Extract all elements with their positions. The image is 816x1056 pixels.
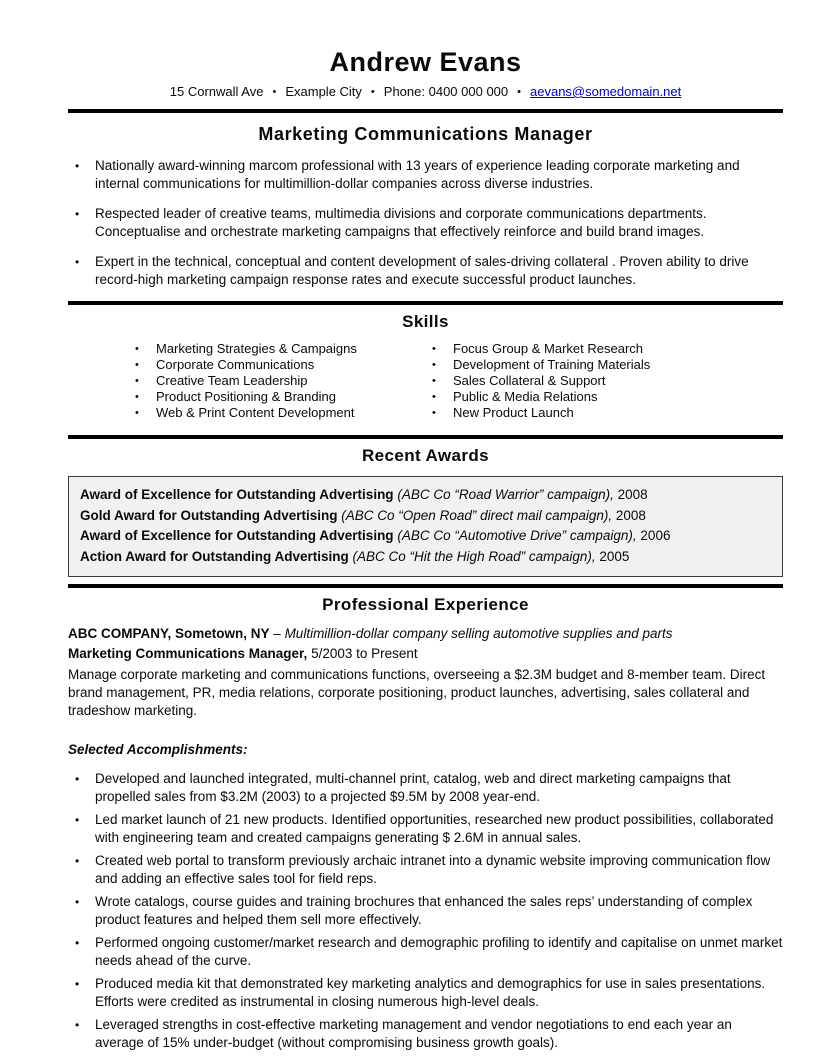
bullet-separator-icon: •: [272, 86, 277, 98]
company-line: [68, 624, 783, 643]
accomplishment-text: Performed ongoing customer/market research and demographic profiling to identify and capitalise on unmet market needs ahead of the curve.: [95, 935, 783, 968]
bullet-icon: •: [75, 813, 80, 827]
summary-item: [68, 205, 783, 241]
skill-item: [432, 405, 650, 421]
summary-list: [68, 157, 783, 289]
award-year: 2008: [615, 507, 646, 523]
company-name: ABC COMPANY, Sometown, NY: [68, 626, 270, 641]
skill-item: [432, 373, 650, 389]
experience-heading: Professional Experience: [322, 595, 529, 614]
award-row: [80, 547, 771, 568]
skill-item: [135, 389, 432, 405]
accomplishment-text: Developed and launched integrated, multi-channel print, catalog, web and direct marketing campaigns that propelled sales from $3.2M (2003) to a projected $9.5M by 2008 year-end.: [95, 771, 731, 804]
accomplishment-text: Led market launch of 21 new products. Identified opportunities, researched new product possibilities, collaborated with engineering team and created campaigns generating $ 2.6M in annual sales.: [95, 812, 774, 845]
award-detail: (ABC Co “Open Road” direct mail campaign),: [341, 507, 613, 523]
company-separator: –: [273, 626, 281, 641]
city-text: Example City: [285, 84, 362, 99]
skill-text: Corporate Communications: [156, 357, 315, 372]
skills-list-right: [432, 341, 650, 421]
bullet-icon: •: [432, 375, 436, 387]
divider-rule: [68, 584, 783, 588]
job-dates: 5/2003 to Present: [311, 646, 418, 661]
summary-text: Respected leader of creative teams, multimedia divisions and corporate communications departments. Conceptualise and orchestrate marketing campaigns that effectively reinforce and build brand images.: [95, 206, 707, 239]
skill-item: [135, 405, 432, 421]
award-year: 2006: [640, 528, 671, 543]
skill-text: Sales Collateral & Support: [453, 373, 606, 388]
award-detail: (ABC Co “Hit the High Road” campaign),: [352, 548, 596, 564]
skill-item: [432, 341, 650, 357]
skill-item: [135, 357, 432, 373]
skill-text: Development of Training Materials: [453, 357, 651, 372]
award-title: Award of Excellence for Outstanding Advertising: [80, 487, 394, 502]
summary-text: Nationally award-winning marcom professional with 13 years of experience leading corporate marketing and internal communications for multimillion-dollar companies across diverse industries.: [95, 158, 740, 191]
address-text: 15 Cornwall Ave: [169, 84, 264, 99]
bullet-icon: •: [432, 391, 436, 403]
job-title-line: [68, 644, 783, 663]
phone-label: Phone:: [383, 84, 425, 99]
skills-list-left: [135, 341, 432, 421]
job-title: Marketing Communications Manager,: [68, 646, 308, 661]
award-year: 2005: [599, 548, 630, 564]
divider-rule: [68, 109, 783, 113]
accomplishment-item: [68, 1016, 783, 1052]
accomplishments-list: [68, 770, 783, 1052]
company-description: Multimillion-dollar company selling automotive supplies and parts: [284, 626, 673, 641]
bullet-icon: •: [75, 255, 80, 269]
divider-rule: [68, 435, 783, 439]
award-title: Gold Award for Outstanding Advertising: [80, 507, 338, 523]
skill-text: Web & Print Content Development: [156, 405, 355, 420]
awards-heading: Recent Awards: [361, 446, 490, 465]
bullet-icon: •: [432, 359, 436, 371]
bullet-icon: •: [75, 207, 80, 221]
bullet-icon: •: [75, 854, 80, 868]
bullet-icon: •: [75, 936, 80, 950]
skill-text: Focus Group & Market Research: [453, 341, 644, 356]
accomplishment-item: [68, 893, 783, 929]
summary-text: Expert in the technical, conceptual and content development of sales-driving collateral . Proven ability to drive record-high marketing campaign response rates and execute successful product launches.: [95, 254, 749, 287]
accomplishment-item: [68, 975, 783, 1011]
award-detail: (ABC Co “Road Warrior” campaign),: [397, 487, 614, 502]
skill-item: [432, 389, 650, 405]
bullet-icon: •: [135, 359, 139, 371]
document-title: Marketing Communications Manager: [258, 124, 593, 144]
accomplishment-text: Created web portal to transform previously archaic intranet into a dynamic website improving communication flow and adding an effective sales tool for field reps.: [95, 853, 771, 886]
bullet-icon: •: [135, 375, 139, 387]
accomplishment-item: [68, 852, 783, 888]
skills-section: [68, 341, 783, 421]
award-title: Award of Excellence for Outstanding Advertising: [80, 528, 394, 543]
bullet-icon: •: [135, 407, 139, 419]
award-row: [80, 526, 771, 547]
accomplishment-text: Wrote catalogs, course guides and training brochures that enhanced the sales reps’ understanding of complex product features and helped them sell more effectively.: [95, 894, 753, 927]
skill-item: [432, 357, 650, 373]
contact-line: [68, 83, 783, 102]
bullet-icon: •: [135, 391, 139, 403]
accomplishment-text: Produced media kit that demonstrated key marketing analytics and demographics for use in sales presentations. Efforts were credited as instrumental in closing numerous high-level deals.: [95, 976, 766, 1009]
award-row: [80, 506, 771, 527]
summary-item: [68, 157, 783, 193]
accomplishment-item: [68, 770, 783, 806]
bullet-separator-icon: •: [370, 86, 375, 98]
skills-heading: Skills: [402, 312, 449, 331]
email-link[interactable]: aevans@somedomain.net: [530, 84, 682, 99]
bullet-icon: •: [75, 772, 80, 786]
bullet-icon: •: [75, 895, 80, 909]
award-row: [80, 485, 771, 506]
accomplishment-text: Leveraged strengths in cost-effective marketing management and vendor negotiations to end each year an average of 15% under-budget (without compromising business growth goals).: [95, 1017, 732, 1050]
bullet-separator-icon: •: [517, 86, 521, 98]
divider-rule: [68, 301, 783, 305]
job-description: Manage corporate marketing and communications functions, overseeing a $2.3M budget and 8-member team. Direct brand management, PR, media relations, corporate positioning, product launches, advertising, sales collateral and tradeshow marketing.: [68, 667, 766, 718]
name-heading: Andrew Evans: [329, 47, 522, 77]
accomplishments-heading: Selected Accomplishments:: [68, 742, 248, 757]
skill-text: New Product Launch: [453, 405, 574, 420]
accomplishment-item: [68, 811, 783, 847]
phone-text: [384, 84, 508, 99]
award-detail: (ABC Co “Automotive Drive” campaign),: [397, 528, 637, 543]
skill-text: Product Positioning & Branding: [156, 389, 336, 404]
bullet-icon: •: [432, 407, 436, 419]
skill-text: Creative Team Leadership: [156, 373, 308, 388]
bullet-icon: •: [75, 1018, 80, 1032]
bullet-icon: •: [135, 343, 139, 355]
award-title: Action Award for Outstanding Advertising: [80, 548, 349, 564]
phone-number: 0400 000 000: [428, 84, 509, 99]
summary-item: [68, 253, 783, 289]
awards-box: [68, 476, 783, 577]
bullet-icon: •: [75, 977, 80, 991]
skill-text: Public & Media Relations: [453, 389, 598, 404]
award-year: 2008: [617, 487, 648, 502]
skill-item: [135, 341, 432, 357]
skill-item: [135, 373, 432, 389]
bullet-icon: •: [432, 343, 436, 355]
accomplishment-item: [68, 934, 783, 970]
skill-text: Marketing Strategies & Campaigns: [156, 341, 357, 356]
bullet-icon: •: [75, 159, 80, 173]
